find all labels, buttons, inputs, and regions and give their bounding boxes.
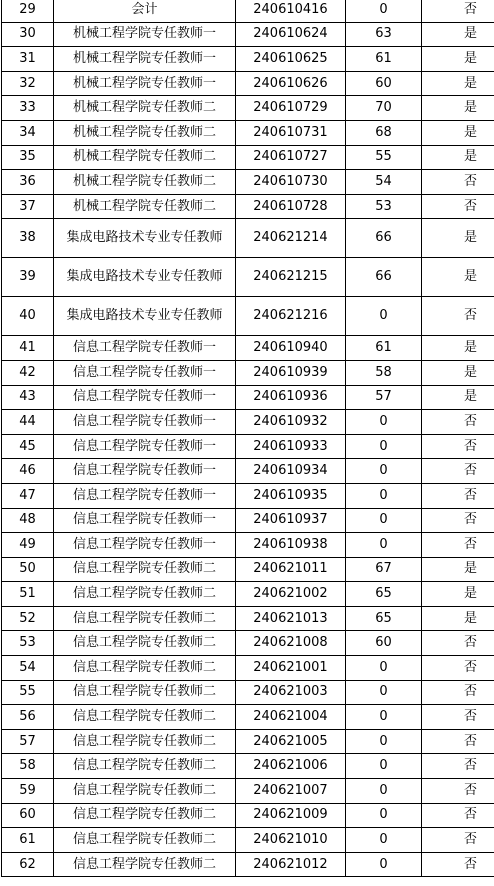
position-cell: 信息工程学院专任教师二 — [54, 828, 236, 853]
table-row — [2, 71, 494, 96]
table-row — [2, 145, 494, 170]
score-cell: 0 — [346, 656, 422, 681]
table-row — [2, 0, 494, 22]
score-cell: 0 — [346, 459, 422, 484]
qualified-cell: 否 — [422, 434, 494, 459]
score-cell: 55 — [346, 145, 422, 170]
position-cell: 信息工程学院专任教师二 — [54, 754, 236, 779]
candidate-id-cell: 240610934 — [236, 459, 346, 484]
table-row — [2, 852, 494, 877]
row-number-cell: 49 — [2, 533, 54, 558]
qualified-cell: 否 — [422, 729, 494, 754]
position-cell: 信息工程学院专任教师一 — [54, 434, 236, 459]
table-row — [2, 508, 494, 533]
qualified-cell: 是 — [422, 22, 494, 47]
row-number-cell: 41 — [2, 336, 54, 361]
candidate-id-cell: 240610939 — [236, 360, 346, 385]
table-row — [2, 631, 494, 656]
position-cell: 机械工程学院专任教师一 — [54, 22, 236, 47]
row-number-cell: 30 — [2, 22, 54, 47]
position-cell: 会计 — [54, 0, 236, 22]
row-number-cell: 47 — [2, 483, 54, 508]
table-row — [2, 120, 494, 145]
score-cell: 61 — [346, 47, 422, 72]
candidate-id-cell: 240621008 — [236, 631, 346, 656]
score-cell: 0 — [346, 410, 422, 435]
table-row — [2, 258, 494, 297]
candidate-id-cell: 240621002 — [236, 582, 346, 607]
qualified-cell: 是 — [422, 336, 494, 361]
position-cell: 信息工程学院专任教师二 — [54, 680, 236, 705]
position-cell: 信息工程学院专任教师二 — [54, 557, 236, 582]
table-row — [2, 828, 494, 853]
qualified-cell: 否 — [422, 170, 494, 195]
row-number-cell: 40 — [2, 297, 54, 336]
score-cell: 0 — [346, 508, 422, 533]
position-cell: 信息工程学院专任教师二 — [54, 606, 236, 631]
candidate-id-cell: 240610938 — [236, 533, 346, 558]
candidate-id-cell: 240610932 — [236, 410, 346, 435]
row-number-cell: 36 — [2, 170, 54, 195]
table-row — [2, 779, 494, 804]
row-number-cell: 61 — [2, 828, 54, 853]
score-cell: 0 — [346, 779, 422, 804]
position-cell: 信息工程学院专任教师二 — [54, 852, 236, 877]
qualified-cell: 是 — [422, 71, 494, 96]
row-number-cell: 48 — [2, 508, 54, 533]
score-cell: 0 — [346, 729, 422, 754]
table-row — [2, 582, 494, 607]
qualified-cell: 是 — [422, 145, 494, 170]
position-cell: 机械工程学院专任教师二 — [54, 194, 236, 219]
score-cell: 66 — [346, 219, 422, 258]
table-row — [2, 194, 494, 219]
candidate-id-cell: 240610935 — [236, 483, 346, 508]
table-row — [2, 360, 494, 385]
score-cell: 70 — [346, 96, 422, 121]
qualified-cell: 否 — [422, 779, 494, 804]
score-cell: 68 — [346, 120, 422, 145]
score-cell: 0 — [346, 297, 422, 336]
position-cell: 信息工程学院专任教师二 — [54, 631, 236, 656]
qualified-cell: 是 — [422, 96, 494, 121]
qualified-cell: 否 — [422, 533, 494, 558]
score-cell: 63 — [346, 22, 422, 47]
table-row — [2, 22, 494, 47]
candidate-id-cell: 240621006 — [236, 754, 346, 779]
table-row — [2, 656, 494, 681]
score-cell: 66 — [346, 258, 422, 297]
position-cell: 信息工程学院专任教师二 — [54, 656, 236, 681]
position-cell: 信息工程学院专任教师一 — [54, 508, 236, 533]
row-number-cell: 51 — [2, 582, 54, 607]
candidate-id-cell: 240610933 — [236, 434, 346, 459]
row-number-cell: 46 — [2, 459, 54, 484]
row-number-cell: 50 — [2, 557, 54, 582]
table-row — [2, 459, 494, 484]
table-row — [2, 219, 494, 258]
qualified-cell: 是 — [422, 219, 494, 258]
candidate-id-cell: 240610729 — [236, 96, 346, 121]
row-number-cell: 31 — [2, 47, 54, 72]
table-row — [2, 297, 494, 336]
table-row — [2, 170, 494, 195]
row-number-cell: 44 — [2, 410, 54, 435]
row-number-cell: 62 — [2, 852, 54, 877]
position-cell: 信息工程学院专任教师一 — [54, 336, 236, 361]
position-cell: 信息工程学院专任教师一 — [54, 360, 236, 385]
table-row — [2, 47, 494, 72]
position-cell: 信息工程学院专任教师二 — [54, 803, 236, 828]
qualified-cell: 否 — [422, 0, 494, 22]
row-number-cell: 39 — [2, 258, 54, 297]
candidate-id-cell: 240621010 — [236, 828, 346, 853]
qualified-cell: 是 — [422, 360, 494, 385]
candidate-id-cell: 240621013 — [236, 606, 346, 631]
qualified-cell: 是 — [422, 606, 494, 631]
row-number-cell: 38 — [2, 219, 54, 258]
score-cell: 0 — [346, 705, 422, 730]
table-row — [2, 385, 494, 410]
candidate-id-cell: 240610727 — [236, 145, 346, 170]
score-cell: 54 — [346, 170, 422, 195]
candidate-id-cell: 240621004 — [236, 705, 346, 730]
score-cell: 58 — [346, 360, 422, 385]
position-cell: 信息工程学院专任教师二 — [54, 705, 236, 730]
row-number-cell: 37 — [2, 194, 54, 219]
score-cell: 61 — [346, 336, 422, 361]
results-table-body — [2, 0, 494, 877]
row-number-cell: 42 — [2, 360, 54, 385]
table-row — [2, 434, 494, 459]
score-cell: 0 — [346, 828, 422, 853]
candidate-id-cell: 240610416 — [236, 0, 346, 22]
qualified-cell: 否 — [422, 656, 494, 681]
qualified-cell: 否 — [422, 705, 494, 730]
table-row — [2, 754, 494, 779]
table-row — [2, 336, 494, 361]
candidate-id-cell: 240621003 — [236, 680, 346, 705]
qualified-cell: 否 — [422, 631, 494, 656]
table-row — [2, 705, 494, 730]
score-cell: 57 — [346, 385, 422, 410]
candidate-id-cell: 240621011 — [236, 557, 346, 582]
position-cell: 机械工程学院专任教师二 — [54, 145, 236, 170]
position-cell: 机械工程学院专任教师一 — [54, 71, 236, 96]
position-cell: 机械工程学院专任教师一 — [54, 47, 236, 72]
table-row — [2, 803, 494, 828]
score-cell: 0 — [346, 852, 422, 877]
table-row — [2, 96, 494, 121]
score-cell: 65 — [346, 606, 422, 631]
candidate-id-cell: 240621214 — [236, 219, 346, 258]
position-cell: 信息工程学院专任教师一 — [54, 483, 236, 508]
position-cell: 信息工程学院专任教师一 — [54, 410, 236, 435]
qualified-cell: 否 — [422, 483, 494, 508]
results-table — [1, 0, 494, 877]
score-cell: 0 — [346, 533, 422, 558]
row-number-cell: 55 — [2, 680, 54, 705]
score-cell: 0 — [346, 0, 422, 22]
row-number-cell: 54 — [2, 656, 54, 681]
row-number-cell: 34 — [2, 120, 54, 145]
score-cell: 67 — [346, 557, 422, 582]
qualified-cell: 否 — [422, 754, 494, 779]
row-number-cell: 35 — [2, 145, 54, 170]
row-number-cell: 45 — [2, 434, 54, 459]
row-number-cell: 58 — [2, 754, 54, 779]
candidate-id-cell: 240610625 — [236, 47, 346, 72]
position-cell: 信息工程学院专任教师一 — [54, 459, 236, 484]
qualified-cell: 否 — [422, 852, 494, 877]
row-number-cell: 57 — [2, 729, 54, 754]
candidate-id-cell: 240610937 — [236, 508, 346, 533]
position-cell: 信息工程学院专任教师二 — [54, 729, 236, 754]
candidate-id-cell: 240610728 — [236, 194, 346, 219]
score-cell: 60 — [346, 631, 422, 656]
candidate-id-cell: 240621012 — [236, 852, 346, 877]
candidate-id-cell: 240610936 — [236, 385, 346, 410]
position-cell: 集成电路技术专业专任教师 — [54, 297, 236, 336]
candidate-id-cell: 240610626 — [236, 71, 346, 96]
qualified-cell: 是 — [422, 557, 494, 582]
candidate-id-cell: 240621216 — [236, 297, 346, 336]
position-cell: 机械工程学院专任教师二 — [54, 96, 236, 121]
score-cell: 0 — [346, 803, 422, 828]
position-cell: 集成电路技术专业专任教师 — [54, 219, 236, 258]
qualified-cell: 是 — [422, 120, 494, 145]
table-row — [2, 533, 494, 558]
qualified-cell: 是 — [422, 258, 494, 297]
row-number-cell: 52 — [2, 606, 54, 631]
row-number-cell: 43 — [2, 385, 54, 410]
candidate-id-cell: 240610731 — [236, 120, 346, 145]
position-cell: 信息工程学院专任教师一 — [54, 385, 236, 410]
position-cell: 机械工程学院专任教师二 — [54, 120, 236, 145]
score-cell: 0 — [346, 483, 422, 508]
qualified-cell: 否 — [422, 410, 494, 435]
qualified-cell: 否 — [422, 828, 494, 853]
table-row — [2, 606, 494, 631]
position-cell: 信息工程学院专任教师二 — [54, 779, 236, 804]
score-cell: 0 — [346, 680, 422, 705]
position-cell: 信息工程学院专任教师一 — [54, 533, 236, 558]
qualified-cell: 否 — [422, 680, 494, 705]
table-row — [2, 557, 494, 582]
candidate-id-cell: 240621007 — [236, 779, 346, 804]
row-number-cell: 33 — [2, 96, 54, 121]
candidate-id-cell: 240621001 — [236, 656, 346, 681]
qualified-cell: 否 — [422, 297, 494, 336]
score-cell: 65 — [346, 582, 422, 607]
table-row — [2, 729, 494, 754]
position-cell: 机械工程学院专任教师二 — [54, 170, 236, 195]
candidate-id-cell: 240621215 — [236, 258, 346, 297]
row-number-cell: 32 — [2, 71, 54, 96]
candidate-id-cell: 240610624 — [236, 22, 346, 47]
candidate-id-cell: 240621009 — [236, 803, 346, 828]
row-number-cell: 56 — [2, 705, 54, 730]
row-number-cell: 29 — [2, 0, 54, 22]
score-cell: 0 — [346, 754, 422, 779]
table-row — [2, 483, 494, 508]
qualified-cell: 是 — [422, 582, 494, 607]
candidate-id-cell: 240621005 — [236, 729, 346, 754]
candidate-id-cell: 240610730 — [236, 170, 346, 195]
qualified-cell: 否 — [422, 508, 494, 533]
table-row — [2, 680, 494, 705]
qualified-cell: 是 — [422, 385, 494, 410]
row-number-cell: 60 — [2, 803, 54, 828]
score-cell: 0 — [346, 434, 422, 459]
position-cell: 集成电路技术专业专任教师 — [54, 258, 236, 297]
score-cell: 60 — [346, 71, 422, 96]
table-row — [2, 410, 494, 435]
candidate-id-cell: 240610940 — [236, 336, 346, 361]
qualified-cell: 否 — [422, 194, 494, 219]
score-cell: 53 — [346, 194, 422, 219]
qualified-cell: 是 — [422, 47, 494, 72]
qualified-cell: 否 — [422, 459, 494, 484]
row-number-cell: 53 — [2, 631, 54, 656]
row-number-cell: 59 — [2, 779, 54, 804]
position-cell: 信息工程学院专任教师二 — [54, 582, 236, 607]
qualified-cell: 否 — [422, 803, 494, 828]
